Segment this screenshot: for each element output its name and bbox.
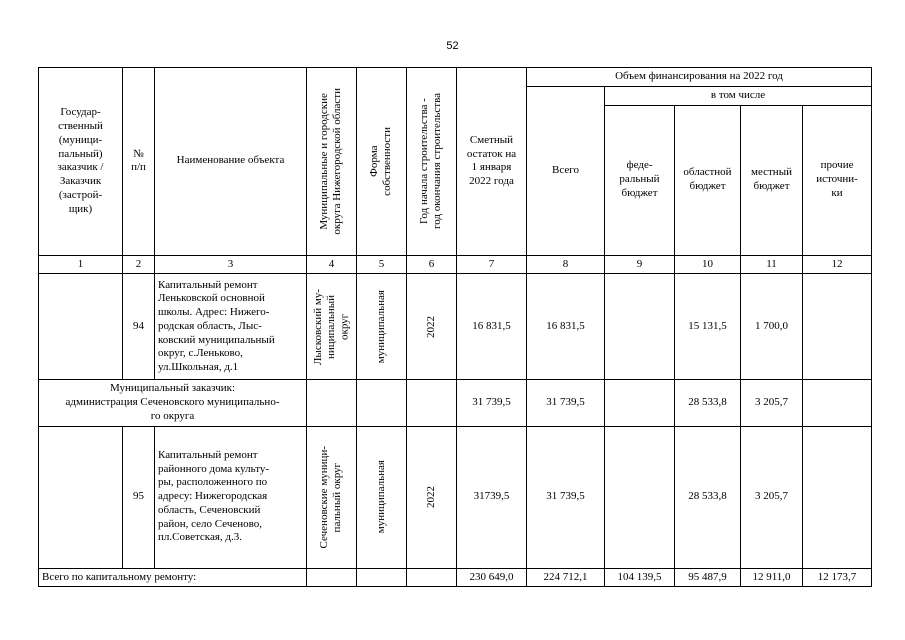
cell-npp: 94: [123, 274, 155, 380]
cell-customer: [39, 426, 123, 568]
header-other: прочие источни- ки: [803, 105, 872, 255]
cell-regional: 95 487,9: [675, 568, 741, 587]
cell-regional: 28 533,8: [675, 426, 741, 568]
page-number: 52: [446, 40, 459, 52]
cell-local: 3 205,7: [741, 426, 803, 568]
cell-regional: 28 533,8: [675, 380, 741, 426]
cell-ownership-text: муниципальная: [374, 460, 387, 534]
cell-federal: [605, 380, 675, 426]
header-municipalities-text: Муниципальные и городские округа Нижегородской области: [318, 87, 344, 235]
cell-year: [407, 568, 457, 587]
cell-estimate: 230 649,0: [457, 568, 527, 587]
column-number-row: [39, 255, 872, 274]
cell-estimate: 31739,5: [457, 426, 527, 568]
cell-municipality: [307, 426, 357, 568]
column-number: 11: [741, 255, 803, 274]
header-customer: Государ- ственный (муници- пальный) заказчик / Заказчик (застрой- щик): [39, 68, 123, 256]
header-local: местный бюджет: [741, 105, 803, 255]
header-financing-group: Объем финансирования на 2022 год: [527, 68, 872, 87]
cell-ownership: [357, 380, 407, 426]
cell-estimate: 16 831,5: [457, 274, 527, 380]
header-total: Всего: [527, 86, 605, 255]
cell-municipality: [307, 380, 357, 426]
cell-federal: 104 139,5: [605, 568, 675, 587]
column-number: 4: [307, 255, 357, 274]
column-number: 2: [123, 255, 155, 274]
cell-federal: [605, 426, 675, 568]
header-npp: № п/п: [123, 68, 155, 256]
cell-municipal-customer: Муниципальный заказчик: администрация Сеченовского муниципально- го округа: [39, 380, 307, 426]
header-row: [39, 68, 872, 87]
cell-regional: 15 131,5: [675, 274, 741, 380]
cell-municipality: [307, 568, 357, 587]
cell-npp: 95: [123, 426, 155, 568]
cell-municipality-text: Лысковский му- ниципальный округ: [311, 288, 351, 365]
header-years: [407, 68, 457, 256]
cell-municipality: [307, 274, 357, 380]
column-number: 1: [39, 255, 123, 274]
cell-ownership: [357, 568, 407, 587]
cell-totals-label: Всего по капитальному ремонту:: [39, 568, 307, 587]
totals-row: [39, 568, 872, 587]
cell-other: 12 173,7: [803, 568, 872, 587]
cell-object-name: Капитальный ремонт районного дома культу- ры, расположенного по адресу: Нижегородская область, Сеченовский район, село Сеченово, пл.Советская, д.3.: [155, 426, 307, 568]
cell-total: 31 739,5: [527, 426, 605, 568]
cell-other: [803, 426, 872, 568]
cell-year: [407, 274, 457, 380]
cell-object-name: Капитальный ремонт Леньковской основной школы. Адрес: Нижего- родская область, Лыс- ковский муниципальный округ, с.Леньково, ул.Школьная, д.1: [155, 274, 307, 380]
cell-year: [407, 426, 457, 568]
cell-federal: [605, 274, 675, 380]
cell-local: 1 700,0: [741, 274, 803, 380]
header-ownership-text: Форма собственности: [368, 126, 394, 196]
cell-estimate: 31 739,5: [457, 380, 527, 426]
table-row: [39, 426, 872, 568]
cell-municipality-text: Сеченовские муници- пальный округ: [318, 445, 344, 549]
column-number: 10: [675, 255, 741, 274]
cell-ownership-text: муниципальная: [374, 290, 387, 364]
column-number: 9: [605, 255, 675, 274]
header-including: в том числе: [605, 86, 872, 105]
cell-total: 224 712,1: [527, 568, 605, 587]
column-number: 12: [803, 255, 872, 274]
column-number: 6: [407, 255, 457, 274]
cell-year: [407, 380, 457, 426]
cell-ownership: [357, 274, 407, 380]
column-number: 8: [527, 255, 605, 274]
cell-customer: [39, 274, 123, 380]
capital-repair-table: [38, 67, 872, 587]
cell-other: [803, 274, 872, 380]
cell-ownership: [357, 426, 407, 568]
header-ownership: [357, 68, 407, 256]
header-municipalities: [307, 68, 357, 256]
header-years-text: Год начала строительства - год окончания строительства: [418, 93, 444, 230]
cell-year-text: 2022: [424, 315, 437, 338]
column-number: 7: [457, 255, 527, 274]
cell-year-text: 2022: [424, 486, 437, 508]
header-federal: феде- ральный бюджет: [605, 105, 675, 255]
cell-total: 16 831,5: [527, 274, 605, 380]
header-object-name: Наименование объекта: [155, 68, 307, 256]
cell-local: 3 205,7: [741, 380, 803, 426]
table-row: [39, 274, 872, 380]
header-estimate-balance: Сметный остаток на 1 января 2022 года: [457, 68, 527, 256]
column-number: 5: [357, 255, 407, 274]
cell-other: [803, 380, 872, 426]
cell-local: 12 911,0: [741, 568, 803, 587]
column-number: 3: [155, 255, 307, 274]
header-regional: областной бюджет: [675, 105, 741, 255]
customer-subtotal-row: [39, 380, 872, 426]
cell-total: 31 739,5: [527, 380, 605, 426]
